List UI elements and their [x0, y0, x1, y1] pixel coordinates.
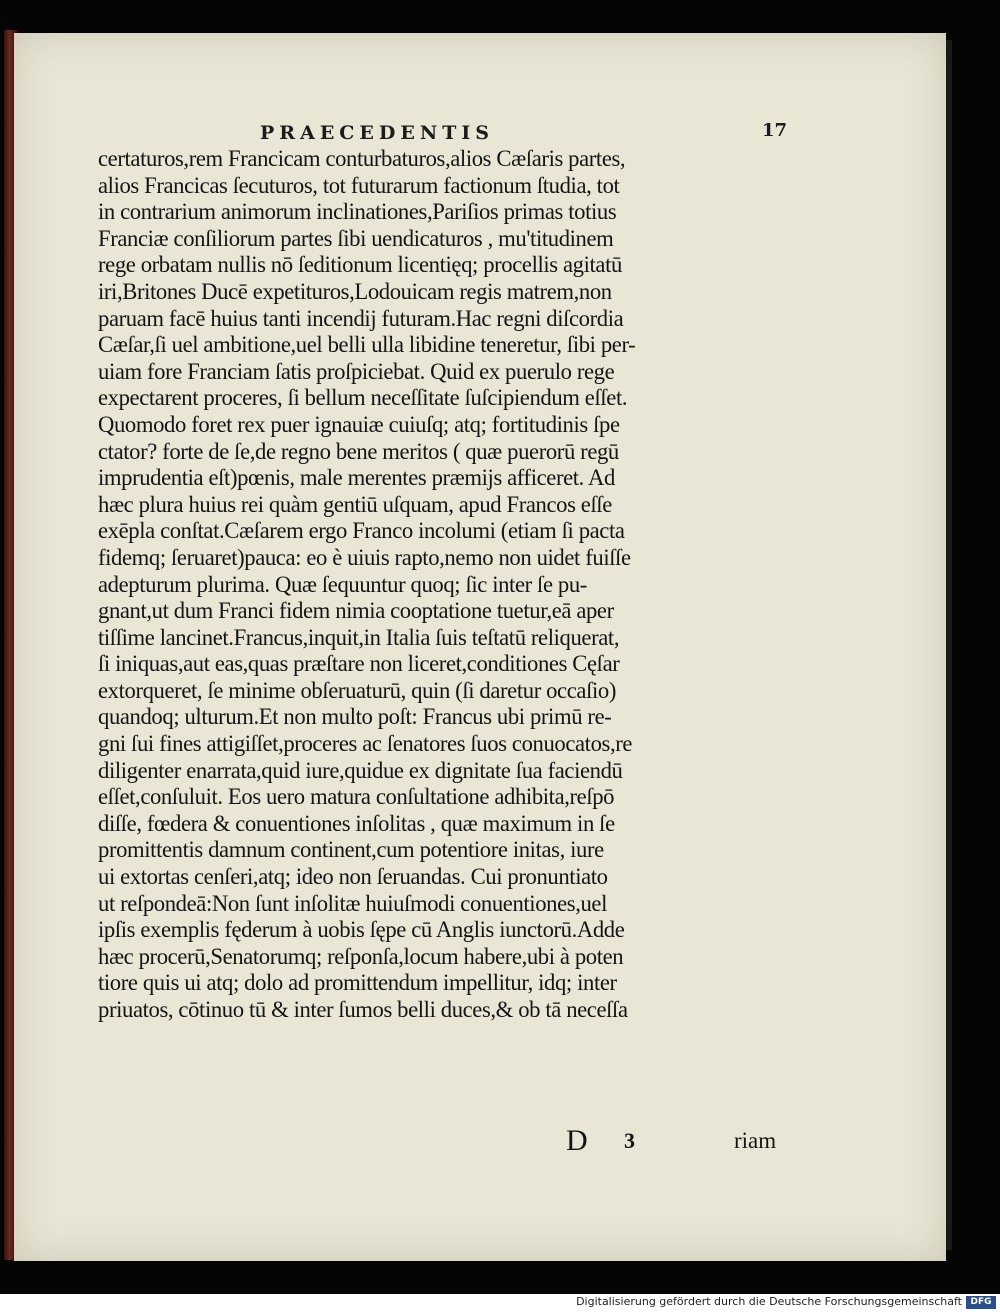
text-line: ipſis exemplis fęderum à uobis ſępe cū Anglis iunctorū.Adde: [98, 917, 625, 943]
text-line: tiſſime lancinet.Francus,inquit,in Italia ſuis teſtatū reliquerat,: [98, 624, 620, 650]
text-line: expectarent proceres, ſi bellum neceſſitate ſuſcipiendum eſſet.: [98, 385, 628, 411]
folio-number: 17: [762, 120, 788, 141]
footer-bar: [0, 1294, 1000, 1312]
text-line: rege orbatam nullis nō ſeditionum licentięq; procellis agitatū: [98, 252, 622, 278]
text-line: paruam facē huius tanti incendij futuram.Hac regni diſcordia: [98, 305, 624, 331]
text-line: eſſet,conſuluit. Eos uero matura conſultatione adhibita,reſpō: [98, 784, 615, 810]
text-line: ctator? forte de ſe,de regno bene meritos ( quæ puerorū regū: [98, 438, 619, 464]
text-line: exēpla conſtat.Cæſarem ergo Franco incolumi (etiam ſi pacta: [98, 518, 625, 544]
running-head: PRAECEDENTIS: [260, 122, 494, 144]
text-line: diligenter enarrata,quid iure,quidue ex dignitate ſua faciendū: [98, 757, 623, 783]
text-line: ut reſpondeā:Non ſunt inſolitæ huiuſmodi conuentiones,uel: [98, 890, 607, 916]
text-line: Cæſar,ſi uel ambitione,uel belli ulla libidine teneretur, ſibi per-: [98, 332, 636, 358]
text-line: promittentis damnum continent,cum potentiore initas, iure: [98, 837, 604, 863]
dfg-logo: DFG: [966, 1296, 996, 1309]
text-block: [98, 146, 798, 1024]
signature-number: 3: [624, 1128, 635, 1153]
text-line: imprudentia eſt)pœnis, male merentes præmijs afficeret. Ad: [98, 465, 615, 491]
text-line: fidemq; ſeruaret)pauca: eo è uiuis rapto,nemo non uidet fuiſſe: [98, 544, 631, 570]
text-line: alios Francicas ſecuturos, tot futurarum factionum ſtudia, tot: [98, 172, 620, 198]
text-line: Quomodo foret rex puer ignauiæ cuiuſq; atq; fortitudinis ſpe: [98, 411, 620, 437]
text-line: quandoq; ulturum.Et non multo poſt: Francus ubi primū re-: [98, 704, 612, 730]
text-line: diſſe, fœdera & conuentiones inſolitas , quæ maximum in ſe: [98, 810, 615, 836]
text-line: in contrarium animorum inclinationes,Pariſios primas totius: [98, 199, 617, 225]
text-line: hæc procerū,Senatorumq; reſponſa,locum habere,ubi à poten: [98, 943, 624, 969]
text-line: gni ſui fines attigiſſet,proceres ac ſenatores ſuos conuocatos,re: [98, 731, 633, 757]
page-gutter-shadow: [946, 40, 952, 1250]
text-line: adepturum plurima. Quæ ſequuntur quoq; ſic inter ſe pu-: [98, 571, 587, 597]
funding-credit: Digitalisierung gefördert durch die Deutsche Forschungsgemeinschaft: [576, 1295, 962, 1308]
text-line: ui extortas cenſeri,atq; ideo non ſeruandas. Cui pronuntiato: [98, 864, 608, 890]
text-line: iri,Britones Ducē expetituros,Lodouicam regis matrem,non: [98, 278, 612, 304]
text-line: hæc plura huius rei quàm gentiū uſquam, apud Francos eſſe: [98, 491, 612, 517]
signature-mark: D: [566, 1124, 588, 1157]
text-line: certaturos,rem Francicam conturbaturos,alios Cæſaris partes,: [98, 146, 626, 171]
text-line: ſi iniquas,aut eas,quas præſtare non liceret,conditiones Cęſar: [98, 651, 620, 677]
text-line: uiam fore Franciam ſatis proſpiciebat. Quid ex puerulo rege: [98, 358, 615, 384]
catchword: riam: [734, 1128, 777, 1153]
catchline: [98, 1124, 788, 1158]
text-line: gnant,ut dum Franci fidem nimia cooptatione tuetur,eā aper: [98, 598, 614, 624]
text-line: priuatos, cōtinuo tū & inter ſumos belli duces,& ob tā neceſſa: [98, 997, 628, 1022]
text-line: tiore quis ui atq; dolo ad promittendum impellitur, idq; inter: [98, 970, 617, 996]
text-line: Franciæ conſiliorum partes ſibi uendicaturos , mu'titudinem: [98, 225, 614, 251]
text-line: extorqueret, ſe minime obſeruaturū, quin (ſi daretur occaſio): [98, 677, 616, 703]
